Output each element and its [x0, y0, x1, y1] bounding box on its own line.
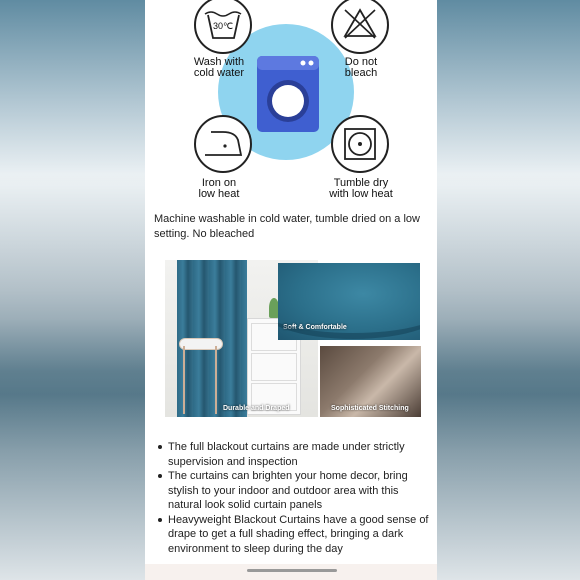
feature-item: Heavyweight Blackout Curtains have a good sense of drape to get a full shading effect, bringing a dark environment to sleep during the day	[155, 513, 431, 557]
sewing-caption: Sophisticated Stitching	[331, 405, 409, 412]
wash-temperature: 30℃	[212, 21, 234, 31]
care-instructions-diagram	[145, 0, 437, 210]
dry-label-line2: with low heat	[329, 188, 393, 200]
bleach-label-line1: Do not	[344, 56, 378, 68]
iron-icon	[195, 116, 251, 172]
bottom-strip	[145, 564, 437, 580]
product-photo-collage[interactable]	[165, 260, 421, 419]
wash-label-line2: cold water	[193, 67, 245, 79]
sewing-photo	[320, 346, 421, 417]
iron-label-line1: Iron on	[201, 177, 237, 189]
iron-label-line2: low heat	[198, 188, 240, 200]
feature-item: The full blackout curtains are made under strictly supervision and inspection	[155, 440, 431, 469]
dry-label-line1: Tumble dry	[333, 177, 389, 189]
bleach-label-line2: bleach	[344, 67, 378, 79]
feature-list	[155, 440, 431, 556]
fabric-caption: Soft & Comfortable	[283, 324, 347, 331]
feature-item: The curtains can brighten your home decor, bring stylish to your indoor and outdoor area with this natural look solid curtain panels	[155, 469, 431, 513]
home-indicator[interactable]	[247, 569, 337, 572]
no-bleach-icon	[332, 0, 388, 53]
room-caption: Durable and Draped	[223, 405, 290, 412]
wash-label-line1: Wash with	[193, 56, 245, 68]
fabric-photo	[278, 263, 420, 340]
product-detail-panel[interactable]	[145, 0, 437, 580]
care-description: Machine washable in cold water, tumble dried on a low setting. No bleached	[154, 213, 420, 240]
